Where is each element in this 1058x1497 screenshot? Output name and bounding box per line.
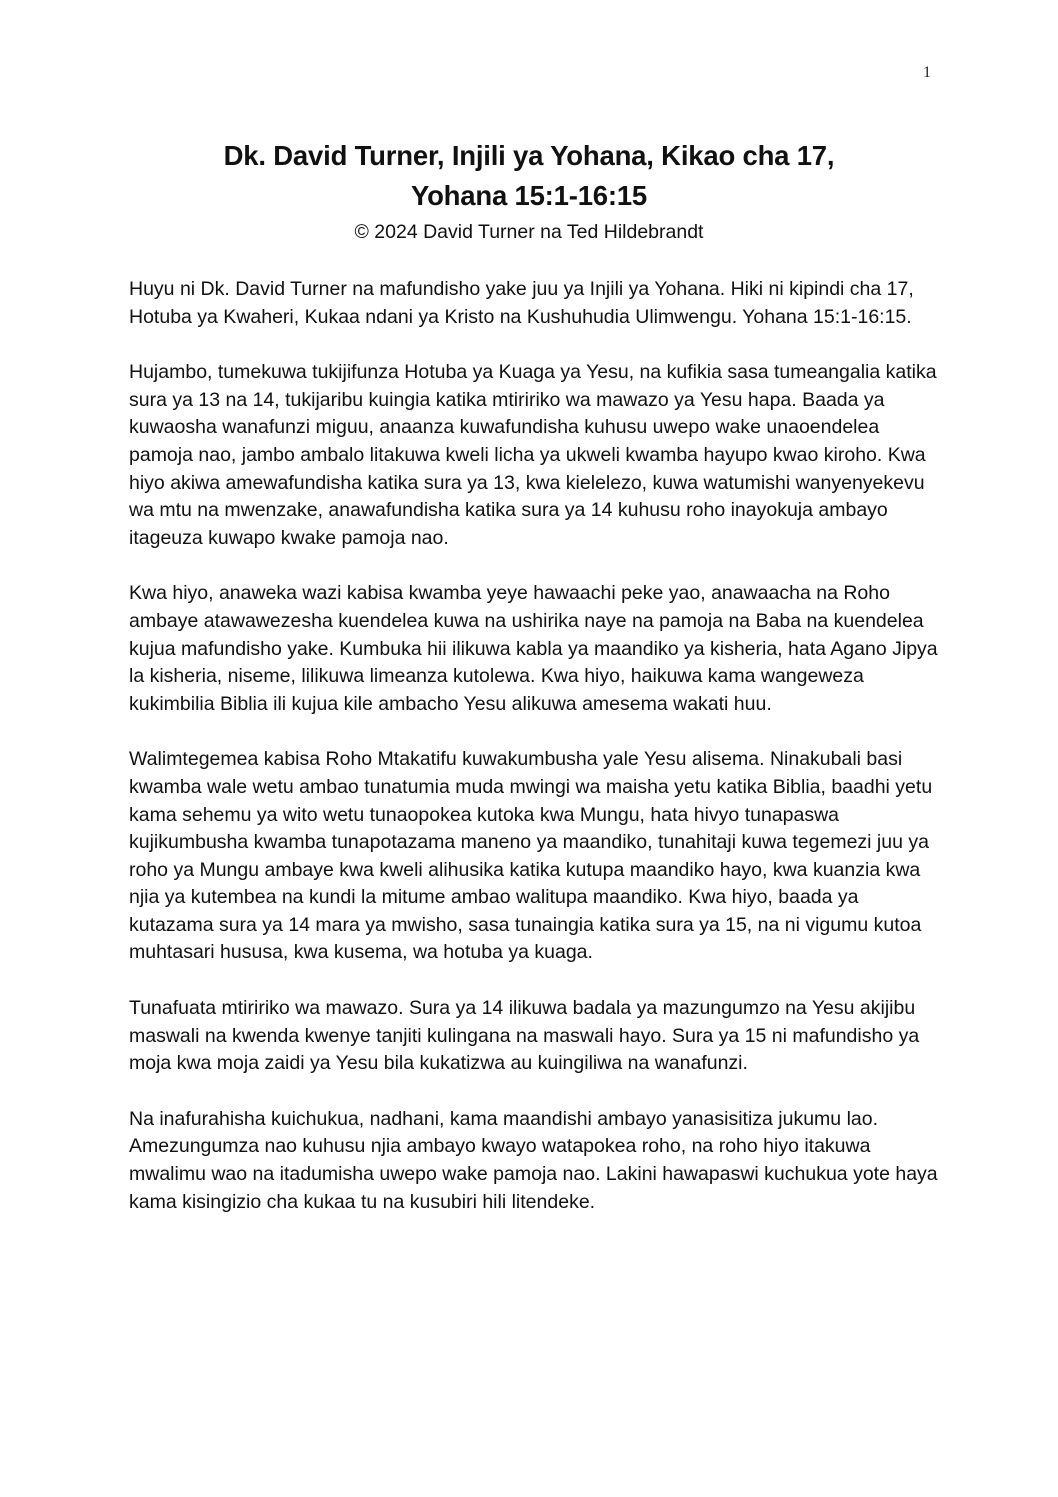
- paragraph: Huyu ni Dk. David Turner na mafundisho yake juu ya Injili ya Yohana. Hiki ni kipindi cha 17, Hotuba ya Kwaheri, Kukaa ndani ya Kristo na Kushuhudia Ulimwengu. Yohana 15:1-16:15.: [129, 278, 914, 328]
- paragraph: Tunafuata mtiririko wa mawazo. Sura ya 14 ilikuwa badala ya mazungumzo na Yesu akijibu maswali na kwenda kwenye tanjiti kulingana na maswali hayo. Sura ya 15 ni mafundisho ya moja kwa moja zaidi ya Yesu bila kukatizwa au kuingiliwa na wanafunzi.: [129, 997, 920, 1075]
- paragraph: Hujambo, tumekuwa tukijifunza Hotuba ya Kuaga ya Yesu, na kufikia sasa tumeangalia katika sura ya 13 na 14, tukijaribu kuingia katika mtiririko wa mawazo ya Yesu hapa. Baada ya kuwaosha wanafunzi miguu, anaanza kuwafundisha kuhusu uwepo wake unaoendelea pamoja nao, jambo ambalo litakuwa kweli licha ya ukweli kwamba hayupo kwao kiroho. Kwa hiyo akiwa amewafundisha katika sura ya 13, kwa kielelezo, kuwa watumishi wanyenyekevu wa mtu na mwenzake, anawafundisha katika sura ya 14 kuhusu roho inayokuja ambayo itageuza kuwapo kwake pamoja nao.: [129, 361, 937, 549]
- document-body: [129, 276, 941, 1244]
- document-title: [0, 136, 1058, 216]
- copyright-notice: © 2024 David Turner na Ted Hildebrandt: [354, 221, 704, 243]
- title-line-2: Yohana 15:1-16:15: [410, 180, 648, 211]
- paragraph: Kwa hiyo, anaweka wazi kabisa kwamba yeye hawaachi peke yao, anawaacha na Roho ambaye atawawezesha kuendelea kuwa na ushirika naye na pamoja na Baba na kuendelea kujua mafundisho yake. Kumbuka hii ilikuwa kabla ya maandiko ya kisheria, hata Agano Jipya la kisheria, niseme, lilikuwa limeanza kutolewa. Kwa hiyo, haikuwa kama wangeweza kukimbilia Biblia ili kujua kile ambacho Yesu alikuwa amesema wakati huu.: [129, 582, 938, 715]
- document-header: [0, 136, 1058, 246]
- paragraph: Walimtegemea kabisa Roho Mtakatifu kuwakumbusha yale Yesu alisema. Ninakubali basi kwamba wale wetu ambao tunatumia muda mwingi wa maisha yetu katika Biblia, baadhi yetu kama sehemu ya wito wetu tunaopokea kutoka kwa Mungu, hata hivyo tunapaswa kujikumbusha kwamba tunapotazama maneno ya maandiko, tunahitaji kuwa tegemezi juu ya roho ya Mungu ambaye kwa kweli alihusika katika kutupa maandiko hayo, kwa kuanzia kwa njia ya kutembea na kundi la mitume ambao walitupa maandiko. Kwa hiyo, baada ya kutazama sura ya 14 mara ya mwisho, sasa tunaingia katika sura ya 15, na ni vigumu kutoa muhtasari hususa, kwa kusema, wa hotuba ya kuaga.: [129, 748, 933, 964]
- page-number: 1: [923, 64, 931, 81]
- paragraph: Na inafurahisha kuichukua, nadhani, kama maandishi ambayo yanasisitiza jukumu lao. Amezungumza nao kuhusu njia ambayo kwayo watapokea roho, na roho hiyo itakuwa mwalimu wao na itadumisha uwepo wake pamoja nao. Lakini hawapaswi kuchukua yote haya kama kisingizio cha kukaa tu na kusubiri hili litendeke.: [129, 1107, 938, 1213]
- title-line-1: Dk. David Turner, Injili ya Yohana, Kikao cha 17,: [223, 140, 835, 171]
